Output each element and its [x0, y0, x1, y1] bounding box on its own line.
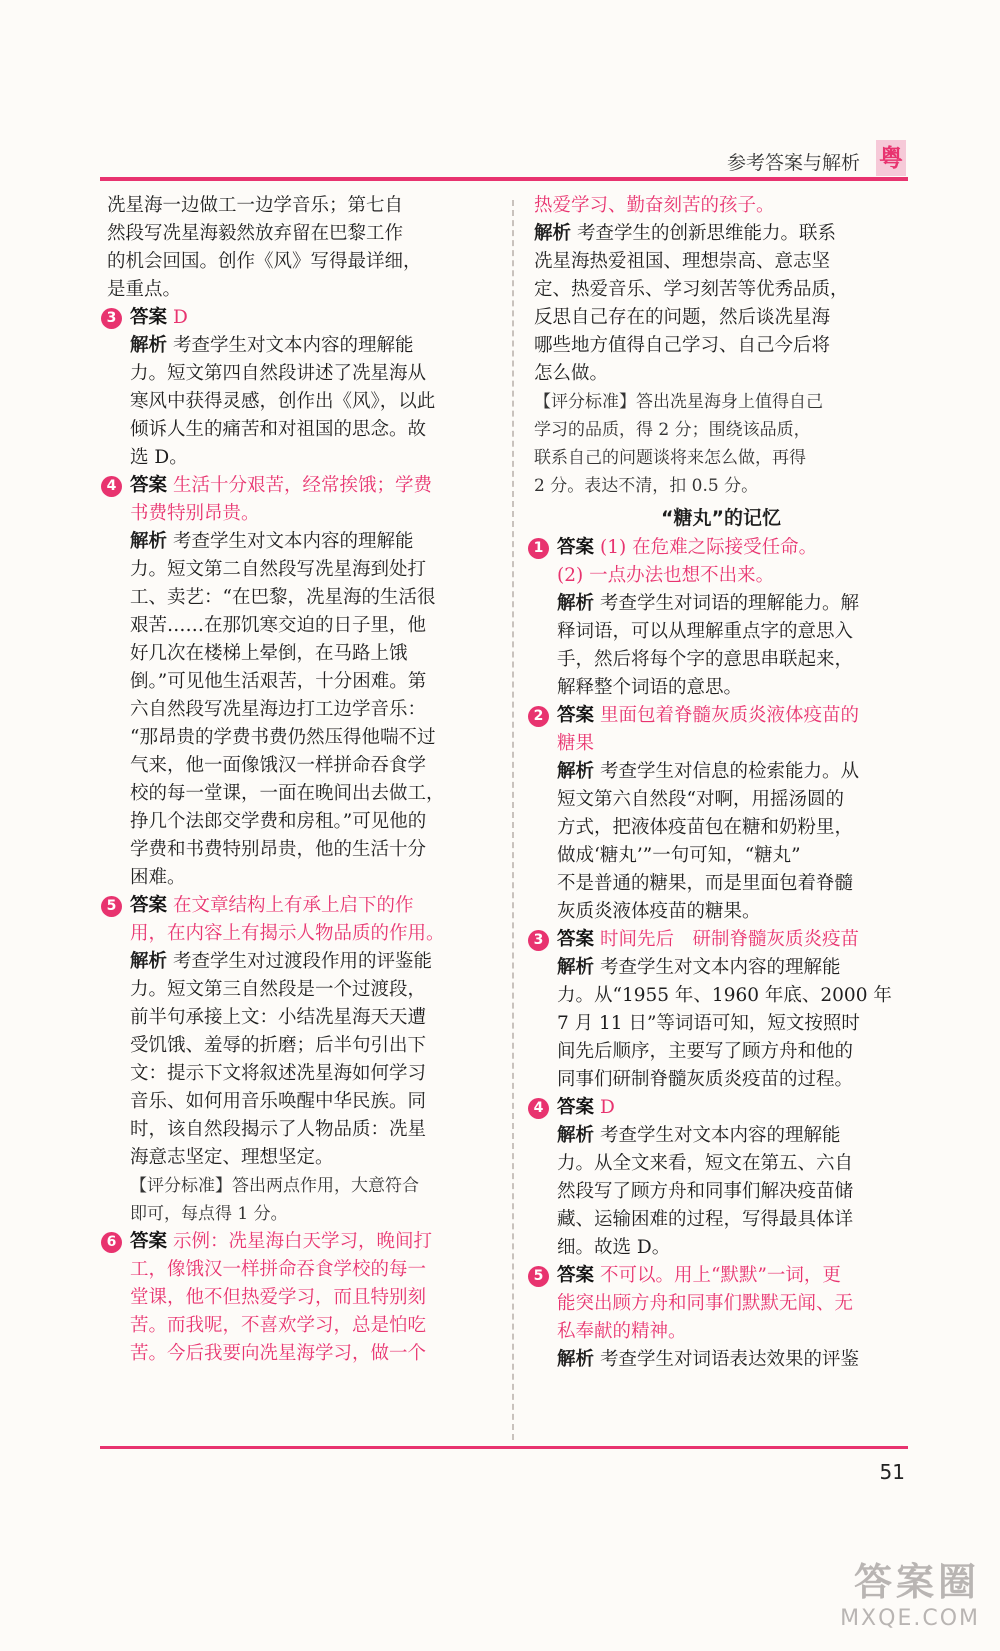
scoring-criteria: 【评分标准】答出冼星海身上值得自己	[534, 392, 823, 412]
analysis-text: 定、热爱音乐、学习刻苦等优秀品质，	[534, 279, 849, 300]
analysis-text: 做成‘糖丸’”一句可知，“糖丸”	[557, 845, 801, 866]
analysis-text: 考查学生对文本内容的理解能	[600, 957, 841, 978]
question-number-badge: 3	[528, 930, 549, 951]
analysis-text: 考查学生对文本内容的理解能	[173, 531, 414, 552]
analysis-text: 考查学生对词语的理解能力。解	[600, 593, 860, 614]
watermark-sub: MXQE.COM	[840, 1606, 980, 1631]
analysis-text: 同事们研制脊髓灰质炎疫苗的过程。	[557, 1069, 854, 1090]
page-number: 51	[879, 1460, 905, 1484]
analysis-text: 力。短文第二自然段写冼星海到处打	[130, 559, 427, 580]
analysis-label: 解析	[130, 335, 168, 356]
analysis-text: 怎么做。	[534, 363, 609, 384]
header-tag: 粤	[876, 140, 906, 176]
text-line: 是重点。	[107, 279, 182, 300]
answer-text: D	[600, 1097, 615, 1118]
analysis-text: 受饥饿、羞辱的折磨；后半句引出下	[130, 1035, 427, 1056]
answer-text: D	[173, 307, 188, 328]
answer-label: 答案	[557, 1097, 595, 1118]
answer-text: 糖果	[557, 733, 595, 754]
analysis-label: 解析	[534, 223, 572, 244]
analysis-text: 音乐、如何用音乐唤醒中华民族。同	[130, 1091, 427, 1112]
intro-text	[107, 192, 477, 304]
analysis-label: 解析	[557, 1125, 595, 1146]
answer-text: 时间先后 研制脊髓灰质炎疫苗	[600, 929, 860, 950]
analysis-label: 解析	[130, 951, 168, 972]
analysis-text: 力。从“1955 年、1960 年底、2000 年	[557, 985, 892, 1006]
header-divider	[100, 177, 908, 181]
analysis-text: 细。故选 D。	[557, 1237, 671, 1258]
analysis-text: 短文第六自然段“对啊，用摇汤圆的	[557, 789, 844, 810]
analysis-text: 灰质炎液体疫苗的糖果。	[557, 901, 761, 922]
analysis-text: 考查学生的创新思维能力。联系	[577, 223, 837, 244]
question-5-block	[534, 1262, 908, 1374]
analysis-label: 解析	[557, 1349, 595, 1370]
answer-text: (2) 一点办法也想不出来。	[557, 565, 775, 586]
analysis-text: 困难。	[130, 867, 186, 888]
analysis-text: 冼星海热爱祖国、理想崇高、意志坚	[534, 251, 831, 272]
answer-text: (1) 在危难之际接受任命。	[600, 537, 818, 558]
analysis-text: 力。短文第四自然段讲述了冼星海从	[130, 363, 427, 384]
analysis-text: 然段写了顾方舟和同事们解决疫苗储	[557, 1181, 854, 1202]
answer-label: 答案	[130, 307, 168, 328]
scoring-criteria: 即可，每点得 1 分。	[130, 1204, 288, 1224]
analysis-text: 释词语，可以从理解重点字的意思入	[557, 621, 854, 642]
scoring-criteria: 2 分。表达不清，扣 0.5 分。	[534, 476, 759, 496]
answer-label: 答案	[130, 475, 168, 496]
question-3-block	[534, 926, 908, 1094]
question-4-block	[107, 472, 477, 892]
answer-label: 答案	[557, 1265, 595, 1286]
analysis-text: 学费和书费特别昂贵，他的生活十分	[130, 839, 427, 860]
question-number-badge: 1	[528, 538, 549, 559]
analysis-text: 挣几个法郎交学费和房租。”可见他的	[130, 811, 427, 832]
answer-text: 能突出顾方舟和同事们默默无闻、无	[557, 1293, 854, 1314]
answer-text: 苦。今后我要向冼星海学习，做一个	[130, 1343, 427, 1364]
answer-text: 工，像饿汉一样拼命吞食学校的每一	[130, 1259, 427, 1280]
header-title: 参考答案与解析	[726, 152, 860, 174]
analysis-text: 哪些地方值得自己学习、自己今后将	[534, 335, 831, 356]
answer-label: 答案	[557, 929, 595, 950]
analysis-text: 考查学生对过渡段作用的评鉴能	[173, 951, 433, 972]
watermark-logo	[840, 1551, 980, 1631]
question-number-badge: 4	[101, 476, 122, 497]
analysis-label: 解析	[557, 957, 595, 978]
question-5-block	[107, 892, 477, 1228]
analysis-text: 考查学生对文本内容的理解能	[173, 335, 414, 356]
analysis-label: 解析	[557, 761, 595, 782]
left-column	[107, 192, 477, 1368]
analysis-text: 气来，他一面像饿汉一样拼命吞食学	[130, 755, 427, 776]
analysis-text: 倾诉人生的痛苦和对祖国的思念。故	[130, 419, 427, 440]
text-line: 的机会回国。创作《风》写得最详细，	[107, 251, 422, 272]
answer-text: 生活十分艰苦，经常挨饿；学费	[173, 475, 433, 496]
analysis-text: 力。短文第三自然段是一个过渡段，	[130, 979, 427, 1000]
scoring-criteria: 【评分标准】答出两点作用，大意符合	[130, 1176, 419, 1196]
analysis-text: 手，然后将每个字的意思串联起来，	[557, 649, 854, 670]
question-4-block	[534, 1094, 908, 1262]
question-number-badge: 5	[528, 1266, 549, 1287]
analysis-text: 7 月 11 日”等词语可知，短文按照时	[557, 1013, 860, 1034]
analysis-text: 考查学生对文本内容的理解能	[600, 1125, 841, 1146]
analysis-text: 不是普通的糖果，而是里面包着脊髓	[557, 873, 854, 894]
watermark-main: 答案圈	[853, 1560, 980, 1604]
question-1-block	[534, 534, 908, 702]
answer-text: 在文章结构上有承上启下的作	[173, 895, 414, 916]
scoring-criteria: 学习的品质，得 2 分；围绕该品质，	[534, 420, 811, 440]
analysis-text: 方式，把液体疫苗包在糖和奶粉里，	[557, 817, 854, 838]
answer-text: 书费特别昂贵。	[130, 503, 260, 524]
question-number-badge: 4	[528, 1098, 549, 1119]
analysis-text: 前半句承接上文：小结冼星海天天遭	[130, 1007, 427, 1028]
answer-label: 答案	[130, 895, 168, 916]
analysis-text: 间先后顺序，主要写了顾方舟和他的	[557, 1041, 854, 1062]
analysis-text: 校的每一堂课，一面在晚间出去做工，	[130, 783, 445, 804]
analysis-text: 倒。”可见他生活艰苦，十分困难。第	[130, 671, 427, 692]
analysis-text: “那昂贵的学费书费仍然压得他喘不过	[130, 727, 436, 748]
text-line: 冼星海一边做工一边学音乐；第七自	[107, 195, 404, 216]
answer-text: 热爱学习、勤奋刻苦的孩子。	[534, 195, 775, 216]
answer-text: 堂课，他不但热爱学习，而且特别刻	[130, 1287, 427, 1308]
analysis-text: 解释整个词语的意思。	[557, 677, 743, 698]
analysis-text: 六自然段写冼星海边打工边学音乐：	[130, 699, 427, 720]
section-title: “糖丸”的记忆	[661, 507, 781, 529]
analysis-text: 海意志坚定、理想坚定。	[130, 1147, 334, 1168]
analysis-label: 解析	[130, 531, 168, 552]
scoring-criteria: 联系自己的问题谈将来怎么做，再得	[534, 448, 806, 468]
analysis-text: 考查学生对信息的检索能力。从	[600, 761, 860, 782]
answer-text: 苦。而我呢，不喜欢学习，总是怕吃	[130, 1315, 427, 1336]
question-3-block	[107, 304, 477, 472]
footer-divider	[100, 1446, 908, 1449]
analysis-text: 考查学生对词语表达效果的评鉴	[600, 1349, 860, 1370]
right-column	[534, 192, 908, 1374]
text-line: 然段写冼星海毅然放弃留在巴黎工作	[107, 223, 404, 244]
question-number-badge: 5	[101, 896, 122, 917]
answer-text: 不可以。用上“默默”一词，更	[600, 1265, 841, 1286]
analysis-text: 力。从全文来看，短文在第五、六自	[557, 1153, 854, 1174]
answer-label: 答案	[557, 537, 595, 558]
analysis-text: 选 D。	[130, 447, 188, 468]
analysis-text: 艰苦……在那饥寒交迫的日子里，他	[130, 615, 427, 636]
answer-text: 示例：冼星海白天学习，晚间打	[173, 1231, 433, 1252]
column-divider	[512, 200, 514, 1440]
answer-text: 里面包着脊髓灰质炎液体疫苗的	[600, 705, 860, 726]
analysis-text: 时，该自然段揭示了人物品质：冼星	[130, 1119, 427, 1140]
answer-text: 私奉献的精神。	[557, 1321, 687, 1342]
question-number-badge: 2	[528, 706, 549, 727]
analysis-text: 藏、运输困难的过程，写得最具体详	[557, 1209, 854, 1230]
analysis-text: 寒风中获得灵感，创作出《风》，以此	[130, 391, 436, 412]
answer-label: 答案	[557, 705, 595, 726]
analysis-label: 解析	[557, 593, 595, 614]
question-6-block	[107, 1228, 477, 1368]
analysis-text: 文：提示下文将叙述冼星海如何学习	[130, 1063, 427, 1084]
answer-text: 用，在内容上有揭示人物品质的作用。	[130, 923, 445, 944]
question-number-badge: 3	[101, 308, 122, 329]
analysis-text: 好几次在楼梯上晕倒，在马路上饿	[130, 643, 408, 664]
analysis-text: 工、卖艺：“在巴黎，冼星海的生活很	[130, 587, 436, 608]
analysis-text: 反思自己存在的问题，然后谈冼星海	[534, 307, 831, 328]
question-6-continued	[534, 192, 908, 500]
question-2-block	[534, 702, 908, 926]
answer-label: 答案	[130, 1231, 168, 1252]
question-number-badge: 6	[101, 1232, 122, 1253]
